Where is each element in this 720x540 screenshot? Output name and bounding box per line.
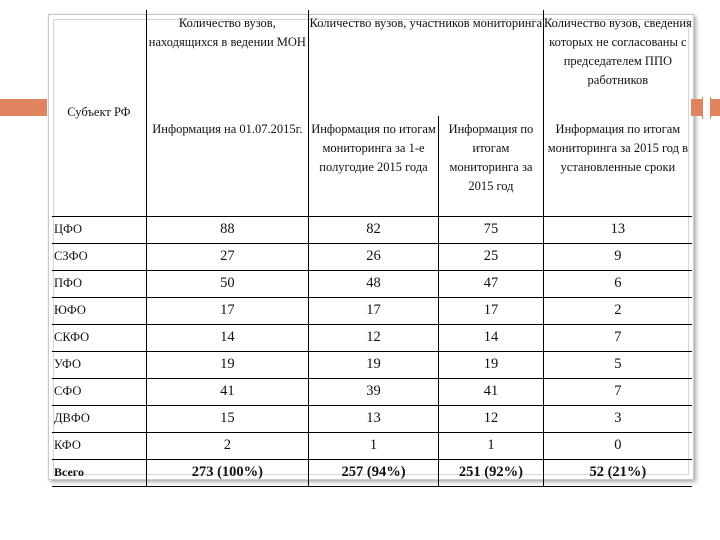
cell-v4: 5	[543, 351, 692, 378]
cell-v3: 75	[439, 216, 544, 243]
col2-header: Количество вузов, участников мониторинга	[308, 10, 543, 116]
cell-v3: 41	[439, 378, 544, 405]
cell-v4: 7	[543, 324, 692, 351]
cell-v3: 1	[439, 432, 544, 459]
cell-v1: 50	[146, 270, 308, 297]
cell-v1: 88	[146, 216, 308, 243]
table-row	[52, 405, 692, 432]
subject-header: Субъект РФ	[67, 105, 131, 120]
cell-v2: 1	[308, 432, 438, 459]
accent-bar-left	[0, 99, 47, 116]
cell-v4: 7	[543, 378, 692, 405]
table-row	[52, 297, 692, 324]
col1-subheader: Информация на 01.07.2015г.	[146, 116, 308, 216]
row-name: КФО	[52, 432, 146, 459]
col1-header: Количество вузов, находящихся в ведении МОН	[146, 10, 308, 116]
table-row	[52, 432, 692, 459]
cell-v4: 3	[543, 405, 692, 432]
cell-v1: 27	[146, 243, 308, 270]
cell-v2: 13	[308, 405, 438, 432]
cell-v3: 47	[439, 270, 544, 297]
cell-v3: 251 (92%)	[439, 459, 544, 486]
cell-v2: 17	[308, 297, 438, 324]
col2a-subheader: Информация по итогам мониторинга за 1-е полугодие 2015 года	[308, 116, 438, 216]
cell-v2: 257 (94%)	[308, 459, 438, 486]
cell-v4: 52 (21%)	[543, 459, 692, 486]
row-name: СЗФО	[52, 243, 146, 270]
cell-v3: 25	[439, 243, 544, 270]
cell-v1: 41	[146, 378, 308, 405]
col3-subheader: Информация по итогам мониторинга за 2015 год в установленные сроки	[543, 116, 692, 216]
cell-v1: 14	[146, 324, 308, 351]
table-row	[52, 324, 692, 351]
accent-bar-right-notch	[702, 97, 711, 119]
cell-v2: 19	[308, 351, 438, 378]
table-row	[52, 216, 692, 243]
table-row	[52, 243, 692, 270]
cell-v2: 82	[308, 216, 438, 243]
universities-table	[52, 10, 692, 487]
cell-v4: 9	[543, 243, 692, 270]
cell-v4: 6	[543, 270, 692, 297]
row-name: ПФО	[52, 270, 146, 297]
cell-v3: 12	[439, 405, 544, 432]
cell-v2: 39	[308, 378, 438, 405]
total-row	[52, 459, 692, 486]
row-name: ЮФО	[52, 297, 146, 324]
cell-v1: 19	[146, 351, 308, 378]
cell-v3: 14	[439, 324, 544, 351]
cell-v2: 12	[308, 324, 438, 351]
cell-v1: 2	[146, 432, 308, 459]
cell-v1: 273 (100%)	[146, 459, 308, 486]
cell-v3: 17	[439, 297, 544, 324]
row-name: ЦФО	[52, 216, 146, 243]
cell-v1: 17	[146, 297, 308, 324]
row-name: ДВФО	[52, 405, 146, 432]
row-name: Всего	[52, 459, 146, 486]
cell-v1: 15	[146, 405, 308, 432]
cell-v2: 26	[308, 243, 438, 270]
cell-v4: 2	[543, 297, 692, 324]
table-row	[52, 270, 692, 297]
table-row	[52, 351, 692, 378]
cell-v3: 19	[439, 351, 544, 378]
cell-v4: 0	[543, 432, 692, 459]
row-name: СКФО	[52, 324, 146, 351]
col2b-subheader: Информация по итогам мониторинга за 2015 год	[439, 116, 544, 216]
col3-header: Количество вузов, сведения которых не согласованы с председателем ППО работников	[543, 10, 692, 116]
cell-v4: 13	[543, 216, 692, 243]
row-name: СФО	[52, 378, 146, 405]
row-name: УФО	[52, 351, 146, 378]
cell-v2: 48	[308, 270, 438, 297]
table-row	[52, 378, 692, 405]
